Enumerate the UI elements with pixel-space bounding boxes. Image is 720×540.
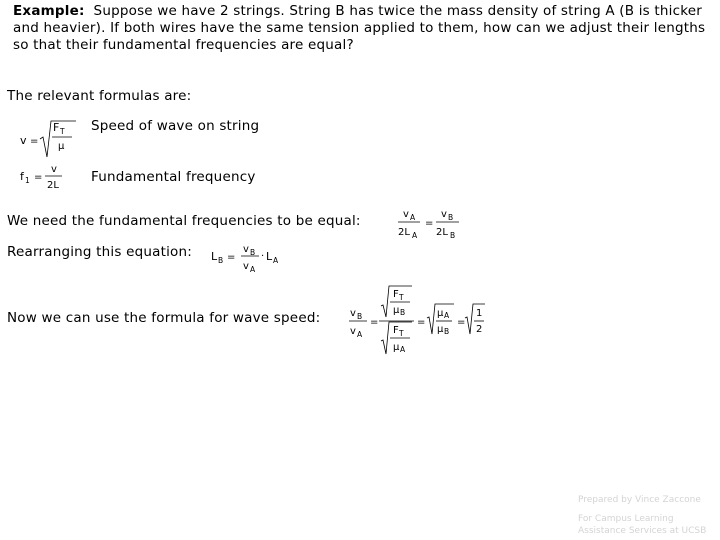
svg-text:B: B bbox=[444, 327, 450, 336]
svg-text:A: A bbox=[273, 256, 279, 265]
svg-text:=: = bbox=[457, 317, 466, 328]
svg-text:=: = bbox=[417, 317, 426, 328]
svg-text:A: A bbox=[412, 231, 418, 240]
example-label: Example: bbox=[13, 3, 85, 19]
svg-text:A: A bbox=[250, 265, 256, 274]
svg-text:B: B bbox=[450, 231, 456, 240]
svg-text:B: B bbox=[357, 312, 363, 321]
svg-text:F: F bbox=[53, 121, 60, 134]
formula-wave-speed bbox=[20, 118, 80, 160]
svg-text:B: B bbox=[448, 213, 454, 222]
example-paragraph bbox=[13, 3, 713, 54]
svg-text:μ: μ bbox=[393, 305, 400, 316]
svg-text:2L: 2L bbox=[47, 180, 59, 191]
svg-text:T: T bbox=[399, 329, 404, 338]
credit-organization: For Campus Learning bbox=[578, 514, 674, 524]
svg-text:v: v bbox=[243, 244, 249, 255]
svg-text:L: L bbox=[266, 250, 273, 263]
credit-author: Prepared by Vince Zaccone bbox=[578, 495, 701, 505]
svg-text:B: B bbox=[400, 308, 406, 317]
formulas-intro: The relevant formulas are: bbox=[7, 88, 192, 104]
svg-text:B: B bbox=[218, 256, 224, 265]
svg-text:1: 1 bbox=[25, 176, 30, 185]
formula-speed-ratio bbox=[348, 284, 493, 356]
frequency-label: Fundamental frequency bbox=[91, 169, 256, 185]
svg-text:v: v bbox=[441, 209, 447, 220]
svg-text:2L: 2L bbox=[436, 227, 448, 238]
svg-text:v: v bbox=[243, 261, 249, 272]
formula-fundamental-frequency bbox=[20, 162, 70, 194]
svg-text:=: = bbox=[34, 172, 43, 183]
speed-label: Speed of wave on string bbox=[91, 118, 260, 134]
svg-text:=: = bbox=[425, 218, 434, 229]
wave-speed-label: Now we can use the formula for wave speed: bbox=[7, 310, 321, 326]
svg-text:B: B bbox=[250, 248, 256, 257]
svg-text:v: v bbox=[51, 164, 57, 175]
svg-text:f: f bbox=[20, 170, 24, 183]
svg-text:2: 2 bbox=[476, 324, 483, 335]
svg-text:2L: 2L bbox=[398, 227, 410, 238]
rearrange-label: Rearranging this equation: bbox=[7, 244, 193, 260]
svg-text:μ: μ bbox=[393, 342, 400, 353]
svg-text:A: A bbox=[410, 213, 416, 222]
svg-text:v: v bbox=[350, 326, 356, 337]
svg-text:μ: μ bbox=[437, 308, 444, 319]
svg-text:μ: μ bbox=[58, 141, 65, 152]
example-text: Suppose we have 2 strings. String B has twice the mass density of string A (B is thicker and heavier). If both wires have the same tension applied to them, how can we adjust their lengths so that their fundamental frequencies are equal? bbox=[13, 3, 706, 53]
svg-text:F: F bbox=[393, 325, 399, 336]
svg-text:F: F bbox=[393, 289, 399, 300]
svg-text:·: · bbox=[261, 251, 265, 262]
svg-text:L: L bbox=[211, 250, 218, 263]
svg-text:T: T bbox=[399, 293, 404, 302]
svg-text:μ: μ bbox=[437, 324, 444, 335]
svg-text:=: = bbox=[370, 317, 379, 328]
svg-text:v: v bbox=[403, 209, 409, 220]
svg-text:=: = bbox=[227, 252, 236, 263]
svg-text:v: v bbox=[350, 308, 356, 319]
equal-label: We need the fundamental frequencies to be equal: bbox=[7, 213, 361, 229]
credit-organization-2: Assistance Services at UCSB bbox=[578, 526, 707, 536]
svg-text:1: 1 bbox=[476, 308, 483, 319]
svg-text:A: A bbox=[400, 345, 406, 354]
formula-rearranged bbox=[210, 240, 290, 276]
svg-text:A: A bbox=[444, 311, 450, 320]
svg-text:=: = bbox=[30, 136, 39, 147]
svg-text:v: v bbox=[20, 134, 27, 147]
svg-text:A: A bbox=[357, 330, 363, 339]
formula-equal-frequencies bbox=[397, 206, 467, 240]
svg-text:T: T bbox=[60, 127, 65, 136]
